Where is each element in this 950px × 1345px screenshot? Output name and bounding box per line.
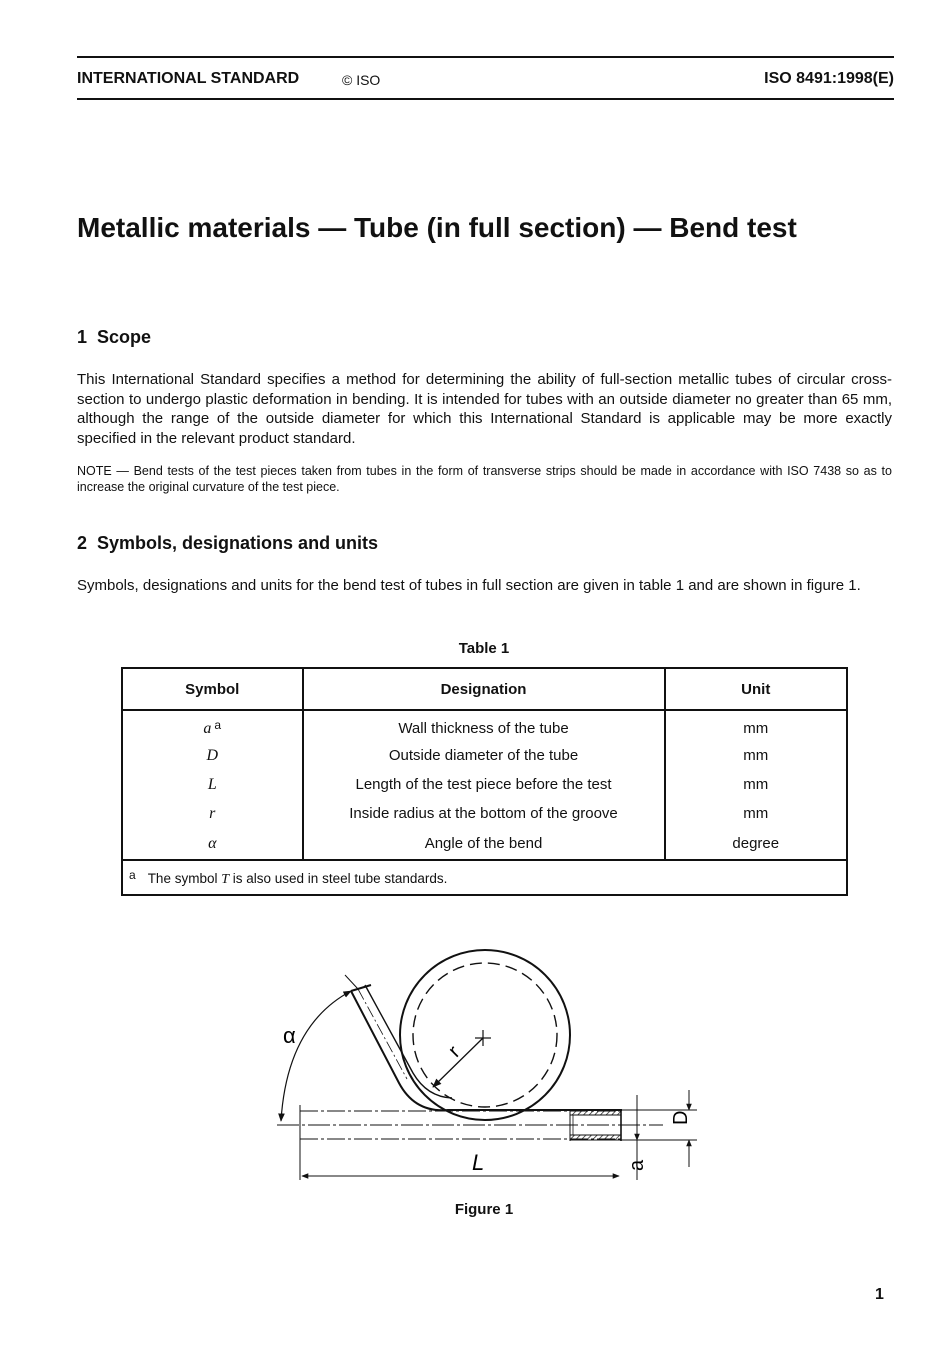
bend-angle-label: α	[283, 1023, 296, 1048]
designation-cell: Wall thickness of the tube	[303, 710, 665, 741]
symbol-value: a	[203, 720, 212, 737]
section-2-title: Symbols, designations and units	[97, 533, 379, 553]
designation-cell: Inside radius at the bottom of the groove	[303, 799, 665, 828]
footnote-text-before: The symbol	[147, 870, 222, 886]
column-header-unit: Unit	[665, 668, 848, 710]
section-1-heading	[77, 327, 151, 348]
wall-thickness-label: a	[626, 1159, 648, 1171]
header-standard-label: INTERNATIONAL STANDARD	[77, 70, 300, 87]
section-2-body: Symbols, designations and units for the bend test of tubes in full section are given in table 1 and are shown in figure 1.	[77, 577, 861, 594]
symbol-cell	[122, 770, 303, 799]
table-row	[122, 710, 847, 741]
unit-cell: mm	[665, 741, 848, 770]
tube-wall-section	[570, 1135, 621, 1140]
section-1-note: NOTE — Bend tests of the test pieces taken from tubes in the form of transverse strips should be made in accordance with ISO 7438 so as to increase the original curvature of the test piece.	[77, 464, 892, 494]
table-row	[122, 741, 847, 770]
diameter-label: D	[670, 1110, 692, 1125]
section-1-number: 1	[77, 327, 88, 347]
table-row	[122, 770, 847, 799]
length-label: L	[472, 1150, 485, 1175]
symbol-cell	[122, 828, 303, 860]
document-title: Metallic materials — Tube (in full section) — Bend test	[77, 212, 797, 243]
table-footnote	[122, 860, 847, 895]
header-document-id: ISO 8491:1998(E)	[764, 70, 894, 87]
bend-angle-arc	[281, 991, 351, 1121]
header-bottom-rule	[77, 98, 894, 100]
designation-cell: Length of the test piece before the test	[303, 770, 665, 799]
symbol-cell	[122, 799, 303, 828]
symbol-value: α	[208, 834, 217, 852]
symbol-value: L	[207, 775, 217, 793]
footnote-symbol: T	[221, 871, 230, 887]
section-1-body: This International Standard specifies a method for determining the ability of full-section metallic tubes of circular cross-section to undergo plastic deformation in bending. It is intended for tubes with an outside diameter no greater than 65 mm, although the range of the outside diameter for which this International Standard is applicable may be more exactly specified in the relevant product standard.	[77, 371, 892, 447]
column-header-designation: Designation	[303, 668, 665, 710]
symbol-cell	[122, 710, 303, 741]
table-1	[121, 667, 848, 896]
footnote-mark: a	[129, 867, 136, 882]
section-1-title: Scope	[97, 327, 152, 347]
page-number: 1	[875, 1286, 884, 1303]
column-header-symbol: Symbol	[122, 668, 303, 710]
symbol-value: D	[206, 746, 219, 764]
designation-cell: Angle of the bend	[303, 828, 665, 860]
footnote-text-after: is also used in steel tube standards.	[229, 870, 448, 886]
radius-line	[433, 1038, 483, 1087]
radius-label: r	[444, 1041, 465, 1062]
table-row	[122, 828, 847, 860]
tube-wall-section	[570, 1110, 621, 1115]
tube-outer-circle	[400, 950, 570, 1120]
symbol-cell	[122, 741, 303, 770]
footnote-mark: a	[214, 718, 222, 732]
designation-cell: Outside diameter of the tube	[303, 741, 665, 770]
table-header-row	[122, 668, 847, 710]
header-top-rule	[77, 56, 894, 58]
table-1-caption: Table 1	[458, 640, 510, 657]
unit-cell: mm	[665, 799, 848, 828]
table-row	[122, 799, 847, 828]
unit-cell: mm	[665, 770, 848, 799]
unit-cell: mm	[665, 710, 848, 741]
section-2-number: 2	[77, 533, 88, 553]
angle-reference-line	[345, 975, 358, 989]
figure-1-caption: Figure 1	[454, 1201, 514, 1218]
table-footnote-row	[122, 860, 847, 895]
symbol-value: r	[209, 804, 216, 822]
header-copyright: © ISO	[342, 72, 381, 88]
unit-cell: degree	[665, 828, 848, 860]
section-2-heading	[77, 533, 378, 554]
figure-1-drawing	[265, 935, 705, 1190]
